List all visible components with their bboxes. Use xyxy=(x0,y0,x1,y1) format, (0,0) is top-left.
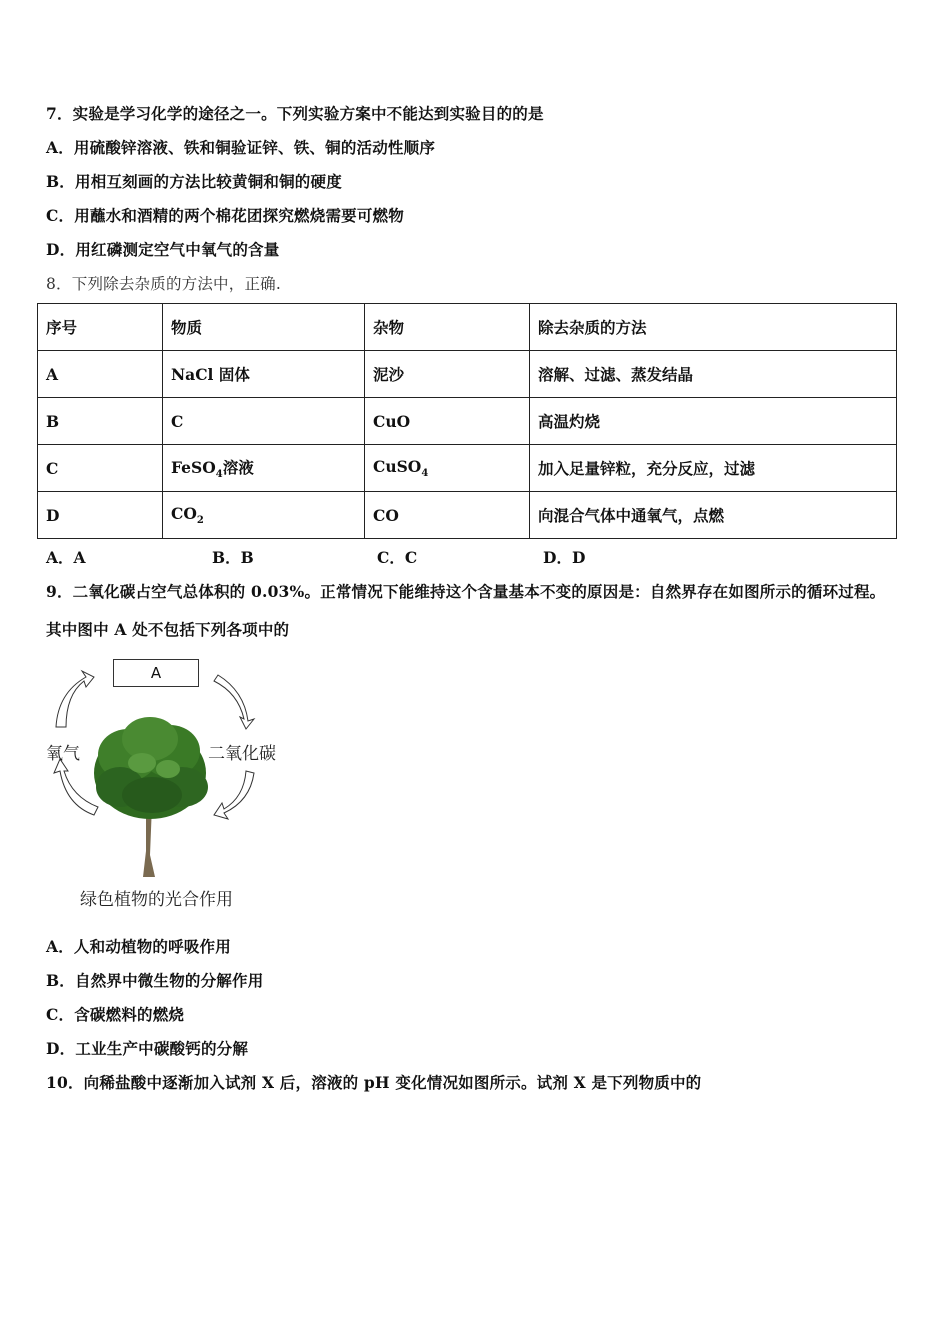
row-substance: C xyxy=(163,398,365,445)
arrow-to-co2 xyxy=(214,675,254,729)
q7-option-c: C．用蘸水和酒精的两个棉花团探究燃烧需要可燃物 xyxy=(46,206,404,225)
header-cell: 序号 xyxy=(38,304,163,351)
formula-main: CuSO xyxy=(373,456,422,476)
q9-option-a: A．人和动植物的呼吸作用 xyxy=(46,937,231,956)
row-id: C xyxy=(38,445,163,492)
table-header-row xyxy=(38,304,897,351)
row-substance: NaCl 固体 xyxy=(163,351,365,398)
row-method: 高温灼烧 xyxy=(530,398,897,445)
q9-option-d: D．工业生产中碳酸钙的分解 xyxy=(46,1039,249,1058)
formula-subscript: 4 xyxy=(421,468,429,480)
header-cell: 除去杂质的方法 xyxy=(530,304,897,351)
header-cell: 杂物 xyxy=(365,304,530,351)
table-row xyxy=(38,351,897,398)
q8-answer-b: B．B xyxy=(212,548,254,567)
tree-crown xyxy=(94,717,208,819)
formula-subscript: 4 xyxy=(215,469,223,481)
row-id: D xyxy=(38,492,163,539)
q9-option-b: B．自然界中微生物的分解作用 xyxy=(46,971,264,990)
arrow-to-oxygen xyxy=(54,759,98,815)
row-id: A xyxy=(38,351,163,398)
q8-answer-a: A．A xyxy=(46,548,86,567)
row-impurity: 泥沙 xyxy=(365,351,530,398)
cycle-arrows xyxy=(42,655,302,915)
formula-main: FeSO xyxy=(171,457,216,477)
q7-option-a: A．用硫酸锌溶液、铁和铜验证锌、铁、铜的活动性顺序 xyxy=(46,138,436,157)
q8-stem: 8．下列除去杂质的方法中，正确. xyxy=(46,275,281,293)
q8-answer-c: C．C xyxy=(377,548,418,567)
table-row xyxy=(38,445,897,492)
row-method: 溶解、过滤、蒸发结晶 xyxy=(530,351,897,398)
q7-option-b: B．用相互刻画的方法比较黄铜和铜的硬度 xyxy=(46,172,342,191)
formula-tail: 溶液 xyxy=(222,457,254,477)
header-cell: 物质 xyxy=(163,304,365,351)
formula-subscript: 2 xyxy=(196,515,204,527)
co2-label: 二氧化碳 xyxy=(208,744,276,764)
table-row xyxy=(38,398,897,445)
q9-option-c: C．含碳燃料的燃烧 xyxy=(46,1005,185,1024)
arrow-to-a xyxy=(56,671,94,727)
row-method: 向混合气体中通氧气，点燃 xyxy=(530,492,897,539)
q9-stem-line1: 9．二氧化碳占空气总体积的 0.03%。正常情况下能维持这个含量基本不变的原因是：自然界存在如图所示的循环过程。 xyxy=(46,582,886,601)
row-id: B xyxy=(38,398,163,445)
oxygen-label: 氧气 xyxy=(46,744,80,764)
q10-stem: 10．向稀盐酸中逐渐加入试剂 X 后，溶液的 pH 变化情况如图所示。试剂 X 是下列物质中的 xyxy=(46,1073,702,1092)
q7-option-d: D．用红磷测定空气中氧气的含量 xyxy=(46,240,280,259)
row-substance xyxy=(163,492,365,539)
row-impurity: CuO xyxy=(365,398,530,445)
q9-stem-line2: 其中图中 A 处不包括下列各项中的 xyxy=(46,620,290,639)
q7-stem: 7．实验是学习化学的途径之一。下列实验方案中不能达到实验目的的是 xyxy=(46,104,544,123)
table-row xyxy=(38,492,897,539)
diagram-box-a: A xyxy=(113,659,199,687)
diagram-caption: 绿色植物的光合作用 xyxy=(80,890,233,910)
carbon-cycle-diagram xyxy=(42,655,302,915)
q8-answer-d: D．D xyxy=(543,548,586,567)
q8-table xyxy=(37,303,897,539)
row-impurity xyxy=(365,445,530,492)
row-substance xyxy=(163,445,365,492)
row-impurity: CO xyxy=(365,492,530,539)
arrow-to-tree xyxy=(214,771,254,819)
row-method: 加入足量锌粒，充分反应，过滤 xyxy=(530,445,897,492)
formula-main: CO xyxy=(171,503,197,523)
